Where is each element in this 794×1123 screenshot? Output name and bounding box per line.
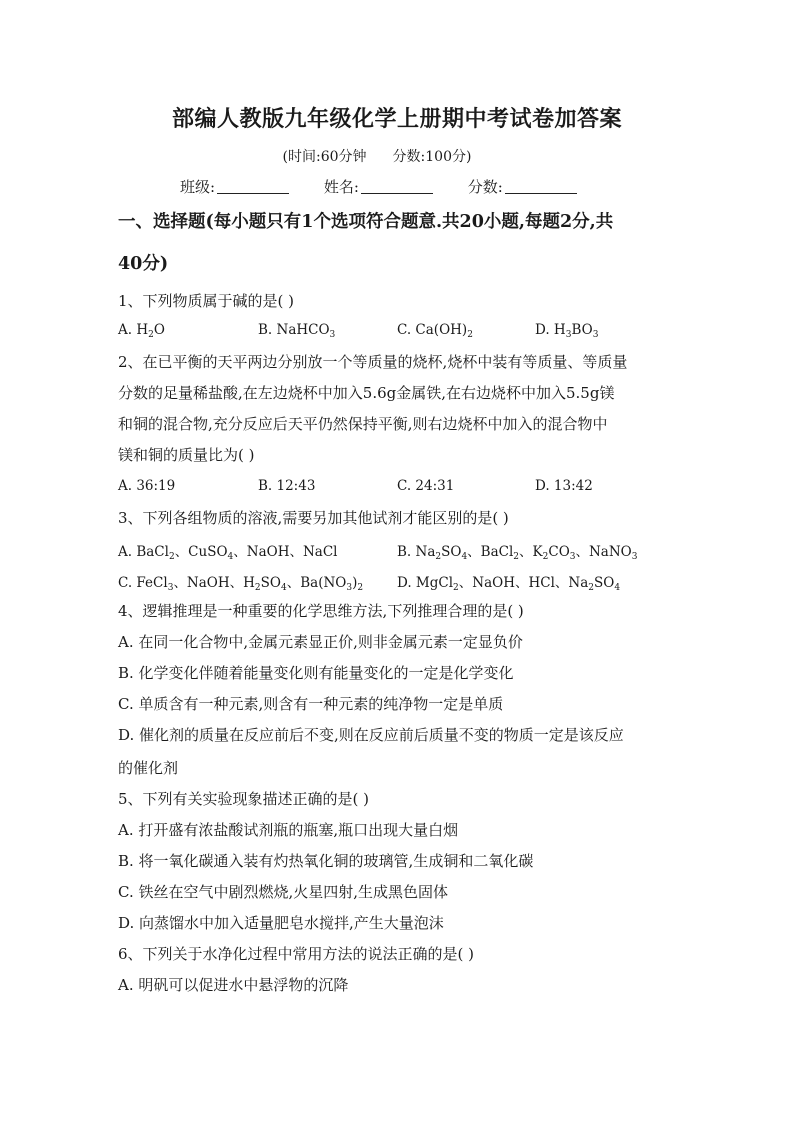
section-heading-line2: 40分) [118,254,169,274]
question-2-option-b: B. 12:43 [258,478,316,494]
formula-text: A. BaCl [118,544,169,560]
option-text: A. H [118,322,149,338]
question-1-option-d [535,322,598,338]
question-5-stem: 5、下列有关实验现象描述正确的是( ) [118,790,370,808]
subscript: 2 [357,583,364,593]
formula-text: C. FeCl [118,575,168,591]
question-1-option-c [397,322,473,338]
section-heading [118,203,688,283]
subscript: 2 [542,552,549,562]
formula-text: ) [352,575,358,591]
subscript: 4 [280,583,287,593]
total-score: 分数:100分) [392,149,472,165]
subscript: 3 [631,552,638,562]
subscript: 3 [592,330,599,340]
question-5-option-b: B. 将一氧化碳通入装有灼热氧化铜的玻璃管,生成铜和二氧化碳 [118,852,534,870]
formula-text: 、CuSO [174,544,228,560]
formula-text: 、K [519,544,543,560]
formula-text: 、BaCl [467,544,514,560]
subscript: 4 [461,552,468,562]
formula-text: B. Na [397,544,436,560]
time-limit: (时间:60分钟 [282,149,367,165]
question-2-option-d: D. 13:42 [535,478,593,494]
exam-subtitle [0,146,754,166]
subscript: 2 [453,583,459,593]
question-4-option-b: B. 化学变化伴随着能量变化则有能量变化的一定是化学变化 [118,664,514,682]
question-4-option-d-line-1: D. 催化剂的质量在反应前后不变,则在反应前后质量不变的物质一定是该反应 [118,726,624,744]
formula-text: CO [548,544,570,560]
question-3-option-a [118,540,337,560]
question-3-option-b [397,540,637,560]
question-4-stem: 4、逻辑推理是一种重要的化学思维方法,下列推理合理的是( ) [118,602,524,620]
subscript: 2 [467,330,473,340]
formula-text: SO [594,575,615,591]
formula-text: SO [260,575,281,591]
question-5-option-c: C. 铁丝在空气中剧烈燃烧,火星四射,生成黑色固体 [118,883,449,901]
question-4-option-a: A. 在同一化合物中,金属元素显正价,则非金属元素一定显负价 [118,633,523,651]
subscript: 2 [588,583,594,593]
option-text: C. Ca(OH) [397,322,468,338]
question-5-option-a: A. 打开盛有浓盐酸试剂瓶的瓶塞,瓶口出现大量白烟 [118,821,459,839]
subscript: 2 [168,552,175,562]
section-heading-line1: 一、选择题(每小题只有1个选项符合题意.共20小题,每题2分,共 [118,212,614,232]
formula-text: 、NaOH、HCl、Na [458,575,589,591]
name-label: 姓名: [323,178,359,196]
question-2-line-3: 和铜的混合物,充分反应后天平仍然保持平衡,则右边烧杯中加入的混合物中 [118,415,608,433]
option-text: D. H [535,322,566,338]
class-label: 班级: [180,178,216,196]
formula-text: SO [441,544,462,560]
option-text: B. NaHCO [258,322,330,338]
formula-text: 、NaOH、NaCl [233,544,338,560]
question-3-option-c [118,571,363,591]
question-1-option-a [118,322,165,338]
question-3-option-d [397,571,620,591]
formula-text: D. MgCl [397,575,454,591]
subscript: 2 [148,330,154,340]
subscript: 3 [167,583,174,593]
class-blank [217,179,289,194]
name-blank [361,179,433,194]
question-1-option-b [258,322,335,338]
subscript: 2 [435,552,442,562]
score-label: 分数: [467,178,503,196]
question-4-option-c: C. 单质含有一种元素,则含有一种元素的纯净物一定是单质 [118,695,504,713]
subscript: 2 [513,552,520,562]
question-2-line-4: 镁和铜的质量比为( ) [118,446,255,464]
page-title: 部编人教版九年级化学上册期中考试卷加答案 [171,106,622,132]
question-2-option-c: C. 24:31 [397,478,455,494]
option-text: O [153,322,165,338]
score-blank [505,179,577,194]
subscript: 4 [614,583,621,593]
subscript: 2 [254,583,261,593]
question-6-option-a: A. 明矾可以促进水中悬浮物的沉降 [118,976,349,994]
formula-text: 、Ba(NO [286,575,347,591]
formula-text: 、NaOH、H [173,575,255,591]
option-text: BO [571,322,593,338]
question-2-option-a: A. 36:19 [118,478,176,494]
question-3-stem: 3、下列各组物质的溶液,需要另加其他试剂才能区别的是( ) [118,509,509,527]
subscript: 3 [565,330,572,340]
student-info [180,176,577,197]
question-6-stem: 6、下列关于水净化过程中常用方法的说法正确的是( ) [118,945,475,963]
question-5-option-d: D. 向蒸馏水中加入适量肥皂水搅拌,产生大量泡沫 [118,914,444,932]
subscript: 3 [346,583,353,593]
subscript: 4 [227,552,234,562]
question-2-line-2: 分数的足量稀盐酸,在左边烧杯中加入5.6g金属铁,在右边烧杯中加入5.5g镁 [118,384,615,402]
subscript: 3 [329,330,336,340]
question-2-line-1: 2、在已平衡的天平两边分别放一个等质量的烧杯,烧杯中装有等质量、等质量 [118,353,628,371]
formula-text: 、NaNO [575,544,632,560]
question-4-option-d-line-2: 的催化剂 [118,759,179,777]
question-1-stem: 1、下列物质属于碱的是( ) [118,292,295,310]
subscript: 3 [569,552,576,562]
